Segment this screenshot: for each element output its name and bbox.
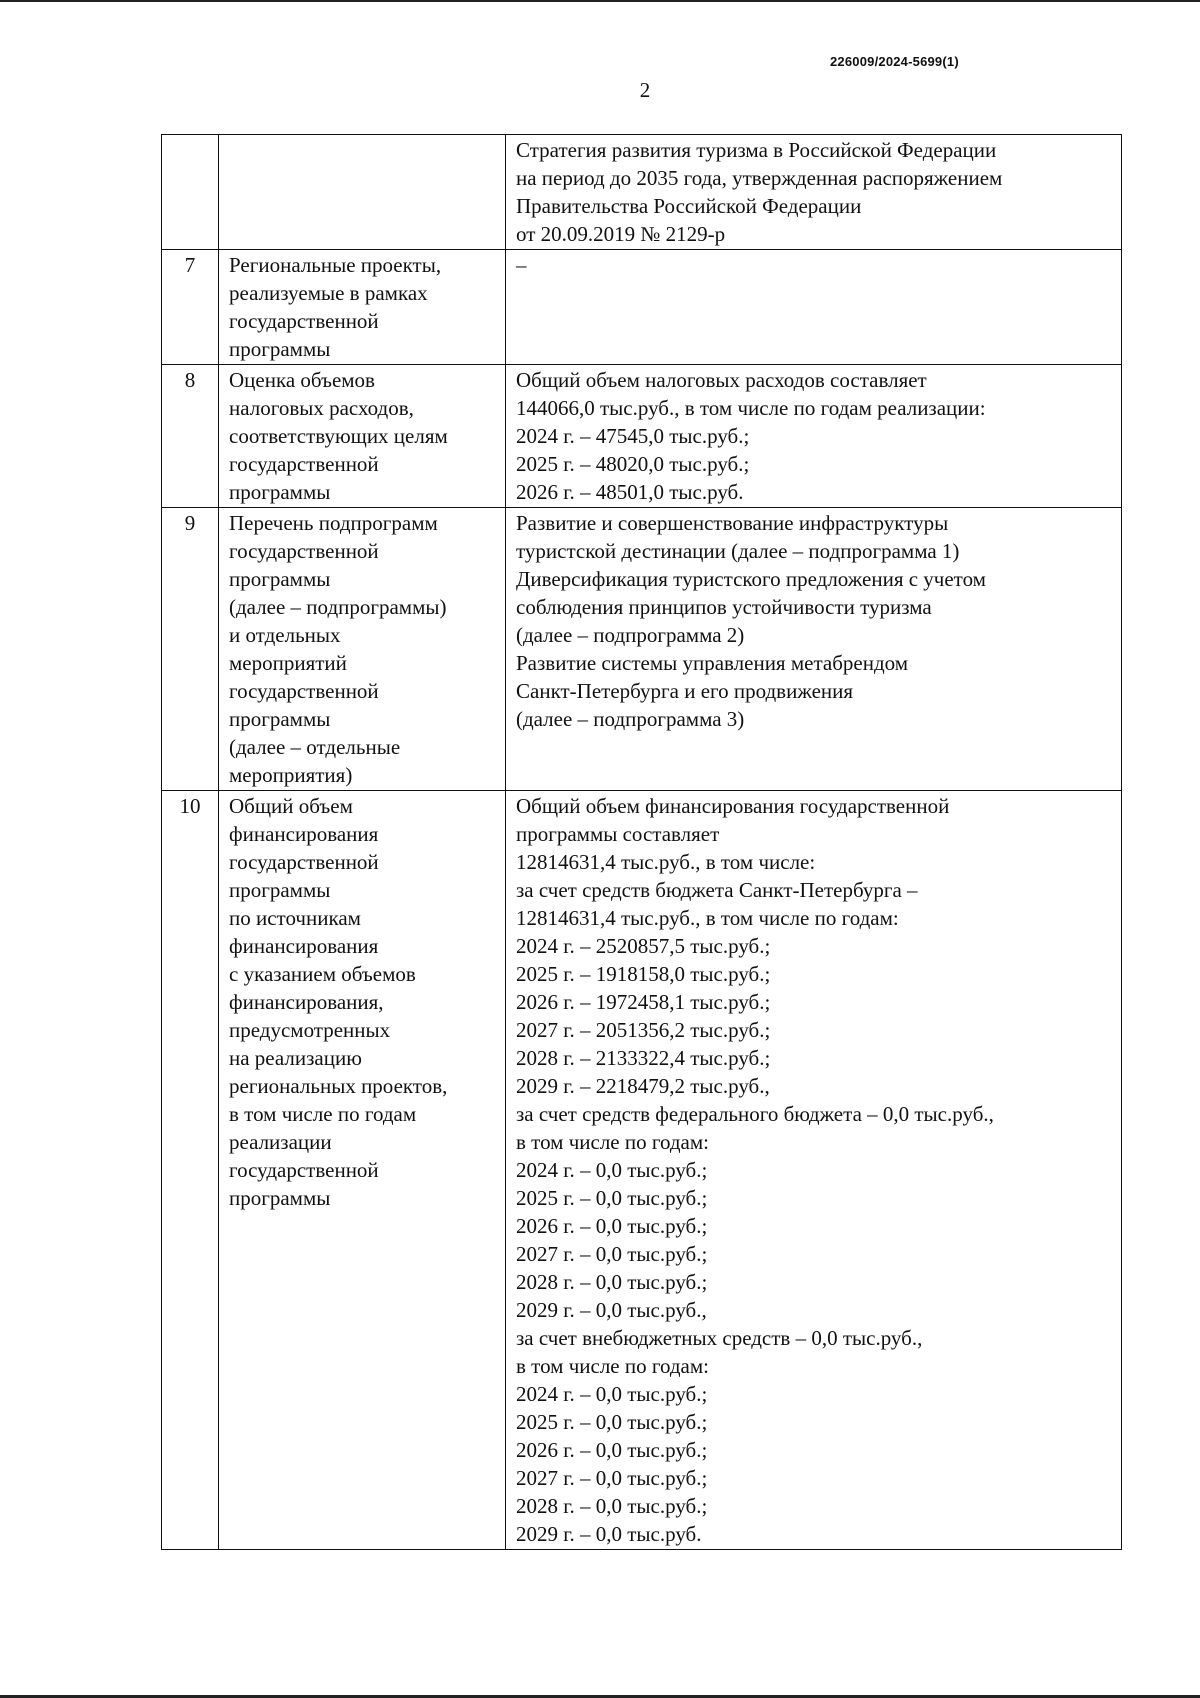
- row-content-line: –: [516, 253, 527, 277]
- row-content-line: (далее – подпрограмма 2): [516, 623, 745, 647]
- row-number-cell: [162, 135, 219, 250]
- row-number: 8: [184, 368, 196, 392]
- row-title-line: финансирования,: [229, 990, 384, 1014]
- row-number: 9: [184, 511, 196, 535]
- row-content-cell: [506, 508, 1122, 791]
- row-content-line: 2028 г. – 2133322,4 тыс.руб.;: [516, 1046, 771, 1070]
- row-content-line: в том числе по годам:: [516, 1130, 709, 1154]
- row-content-line: туристской дестинации (далее – подпрограмма 1): [516, 539, 960, 563]
- row-content-line: 2024 г. – 0,0 тыс.руб.;: [516, 1382, 708, 1406]
- row-content-line: 144066,0 тыс.руб., в том числе по годам реализации:: [516, 396, 986, 420]
- row-content-line: (далее – подпрограмма 3): [516, 707, 745, 731]
- row-title-line: мероприятий: [229, 651, 347, 675]
- row-number-cell: [162, 250, 219, 365]
- document-id: 226009/2024-5699(1): [830, 54, 959, 69]
- row-title-line: соответствующих целям: [229, 424, 448, 448]
- row-title-line: Перечень подпрограмм: [229, 511, 438, 535]
- row-title-cell: [219, 135, 506, 250]
- row-content-line: Общий объем налоговых расходов составляет: [516, 368, 927, 392]
- row-content-line: 2029 г. – 2218479,2 тыс.руб.,: [516, 1074, 770, 1098]
- row-number-cell: [162, 365, 219, 508]
- row-title-line: в том числе по годам: [229, 1102, 417, 1126]
- row-content-line: 2025 г. – 0,0 тыс.руб.;: [516, 1186, 708, 1210]
- row-content-cell: [506, 250, 1122, 365]
- row-content-line: за счет средств бюджета Санкт-Петербурга –: [516, 878, 918, 902]
- row-title-line: программы: [229, 878, 331, 902]
- page-number: 2: [639, 78, 651, 102]
- scan-edge-top: [0, 0, 1200, 2]
- row-content-line: 2025 г. – 1918158,0 тыс.руб.;: [516, 962, 771, 986]
- row-content-line: Развитие системы управления метабрендом: [516, 651, 909, 675]
- row-content-line: 12814631,4 тыс.руб., в том числе:: [516, 850, 816, 874]
- row-content-line: 2028 г. – 0,0 тыс.руб.;: [516, 1494, 708, 1518]
- row-content-line: Санкт-Петербурга и его продвижения: [516, 679, 854, 703]
- row-title-line: программы: [229, 480, 331, 504]
- row-content-line: 2026 г. – 0,0 тыс.руб.;: [516, 1438, 708, 1462]
- row-content-line: Развитие и совершенствование инфраструктуры: [516, 511, 949, 535]
- row-content-line: 2029 г. – 0,0 тыс.руб.,: [516, 1298, 707, 1322]
- row-content-line: за счет средств федерального бюджета – 0,0 тыс.руб.,: [516, 1102, 994, 1126]
- row-content-line: 2026 г. – 48501,0 тыс.руб.: [516, 480, 744, 504]
- row-content-line: 2027 г. – 2051356,2 тыс.руб.;: [516, 1018, 771, 1042]
- row-title-line: (далее – отдельные: [229, 735, 401, 759]
- row-title-cell: [219, 365, 506, 508]
- row-title-line: на реализацию: [229, 1046, 362, 1070]
- row-content-cell: [506, 135, 1122, 250]
- row-content-line: на период до 2035 года, утвержденная распоряжением: [516, 166, 1003, 190]
- row-title-line: государственной: [229, 452, 379, 476]
- table-row: [162, 508, 1122, 791]
- row-content-line: 2025 г. – 48020,0 тыс.руб.;: [516, 452, 750, 476]
- table-row: [162, 135, 1122, 250]
- row-number: 7: [184, 253, 196, 277]
- row-content-line: Правительства Российской Федерации: [516, 194, 862, 218]
- row-title-line: реализуемые в рамках: [229, 281, 428, 305]
- row-title-cell: [219, 791, 506, 1550]
- row-number-cell: [162, 508, 219, 791]
- row-content-line: в том числе по годам:: [516, 1354, 709, 1378]
- row-title-line: программы: [229, 707, 331, 731]
- row-content-cell: [506, 365, 1122, 508]
- row-title-line: программы: [229, 1186, 331, 1210]
- row-content-line: 2028 г. – 0,0 тыс.руб.;: [516, 1270, 708, 1294]
- row-title-line: предусмотренных: [229, 1018, 391, 1042]
- passport-table: [161, 134, 1122, 1550]
- row-title-line: реализации: [229, 1130, 332, 1154]
- row-title-line: с указанием объемов: [229, 962, 416, 986]
- passport-table-body: [162, 135, 1122, 1550]
- row-title-line: государственной: [229, 850, 379, 874]
- row-title-line: (далее – подпрограммы): [229, 595, 447, 619]
- row-title-line: государственной: [229, 309, 379, 333]
- row-content-line: Общий объем финансирования государственной: [516, 794, 950, 818]
- row-content-line: Диверсификация туристского предложения с учетом: [516, 567, 986, 591]
- row-content-line: 2026 г. – 1972458,1 тыс.руб.;: [516, 990, 771, 1014]
- row-content-line: 2026 г. – 0,0 тыс.руб.;: [516, 1214, 708, 1238]
- row-title-line: мероприятия): [229, 763, 353, 787]
- row-content-line: 2024 г. – 0,0 тыс.руб.;: [516, 1158, 708, 1182]
- row-title-line: государственной: [229, 1158, 379, 1182]
- row-title-line: финансирования: [229, 822, 379, 846]
- row-title-line: по источникам: [229, 906, 361, 930]
- row-content-line: соблюдения принципов устойчивости туризма: [516, 595, 932, 619]
- row-content-line: от 20.09.2019 № 2129-р: [516, 222, 726, 246]
- row-content-line: 2029 г. – 0,0 тыс.руб.: [516, 1522, 702, 1546]
- row-content-line: за счет внебюджетных средств – 0,0 тыс.руб.,: [516, 1326, 923, 1350]
- row-title-line: и отдельных: [229, 623, 341, 647]
- row-title-line: финансирования: [229, 934, 379, 958]
- row-title-line: Оценка объемов: [229, 368, 375, 392]
- table-row: [162, 791, 1122, 1550]
- row-content-line: Стратегия развития туризма в Российской Федерации: [516, 138, 997, 162]
- row-content-line: 12814631,4 тыс.руб., в том числе по годам:: [516, 906, 899, 930]
- row-title-line: региональных проектов,: [229, 1074, 448, 1098]
- row-title-cell: [219, 250, 506, 365]
- row-title-line: государственной: [229, 679, 379, 703]
- row-title-line: государственной: [229, 539, 379, 563]
- row-title-line: программы: [229, 567, 331, 591]
- row-content-line: 2024 г. – 47545,0 тыс.руб.;: [516, 424, 750, 448]
- row-content-line: 2027 г. – 0,0 тыс.руб.;: [516, 1242, 708, 1266]
- row-content-line: 2027 г. – 0,0 тыс.руб.;: [516, 1466, 708, 1490]
- table-row: [162, 250, 1122, 365]
- row-content-line: 2025 г. – 0,0 тыс.руб.;: [516, 1410, 708, 1434]
- row-title-line: Региональные проекты,: [229, 253, 442, 277]
- row-content-line: программы составляет: [516, 822, 720, 846]
- row-number: 10: [179, 794, 201, 818]
- row-number-cell: [162, 791, 219, 1550]
- table-row: [162, 365, 1122, 508]
- row-title-line: налоговых расходов,: [229, 396, 414, 420]
- row-title-cell: [219, 508, 506, 791]
- row-title-line: программы: [229, 337, 331, 361]
- row-content-line: 2024 г. – 2520857,5 тыс.руб.;: [516, 934, 771, 958]
- row-title-line: Общий объем: [229, 794, 353, 818]
- row-content-cell: [506, 791, 1122, 1550]
